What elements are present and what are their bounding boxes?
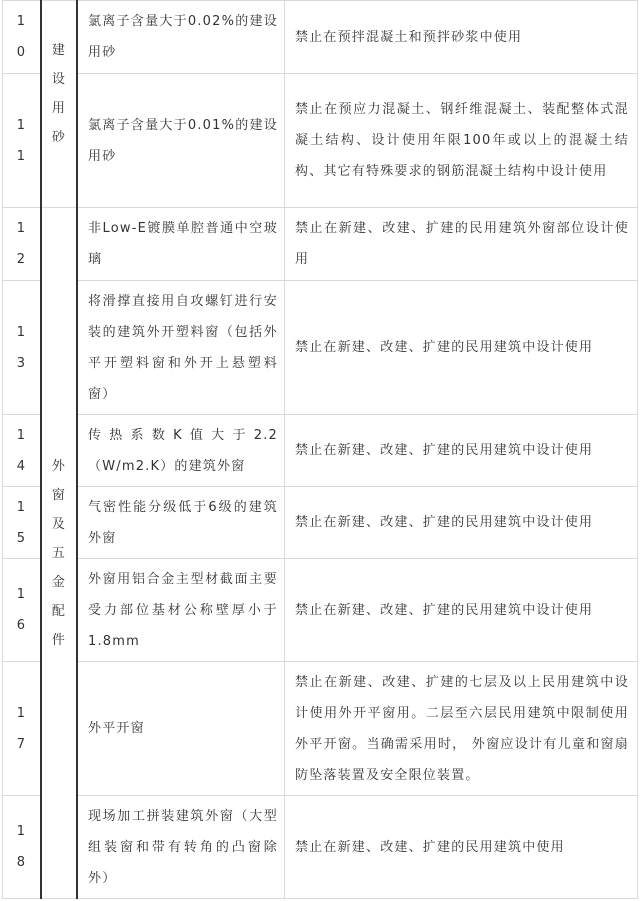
requirement: 禁止在新建、改建、扩建的民用建筑中使用 xyxy=(285,796,638,899)
item-name: 非Low-E镀膜单腔普通中空玻璃 xyxy=(77,208,285,281)
table-row xyxy=(3,415,638,487)
row-number: 1 2 xyxy=(3,208,42,281)
item-name: 氯离子含量大于0.01%的建设用砂 xyxy=(77,74,285,208)
row-number: 1 1 xyxy=(3,74,42,208)
table-row xyxy=(3,281,638,415)
item-name: 氯离子含量大于0.02%的建设用砂 xyxy=(77,1,285,74)
requirement: 禁止在预应力混凝土、钢纤维混凝土、装配整体式混凝土结构、设计使用年限100年或以上的混凝土结构、其它有特殊要求的钢筋混凝土结构中设计使用 xyxy=(285,74,638,208)
table-row xyxy=(3,1,638,74)
item-name: 外平开窗 xyxy=(77,662,285,796)
row-number: 1 7 xyxy=(3,662,42,796)
category-window-hardware: 外 窗 及 五 金 配 件 xyxy=(41,208,77,899)
row-number: 1 5 xyxy=(3,487,42,559)
requirement: 禁止在新建、改建、扩建的民用建筑中设计使用 xyxy=(285,281,638,415)
requirement: 禁止在新建、改建、扩建的民用建筑中设计使用 xyxy=(285,415,638,487)
item-name: 传热系数K值大于2.2（W/m2.K）的建筑外窗 xyxy=(77,415,285,487)
table-row xyxy=(3,796,638,899)
row-number: 1 3 xyxy=(3,281,42,415)
row-number: 1 4 xyxy=(3,415,42,487)
table-row xyxy=(3,662,638,796)
category-sand: 建 设 用 砂 xyxy=(41,1,77,208)
table-row xyxy=(3,559,638,662)
requirement: 禁止在新建、改建、扩建的民用建筑外窗部位设计使用 xyxy=(285,208,638,281)
item-name: 外窗用铝合金主型材截面主要受力部位基材公称壁厚小于1.8mm xyxy=(77,559,285,662)
item-name: 现场加工拼装建筑外窗（大型组装窗和带有转角的凸窗除外） xyxy=(77,796,285,899)
requirement: 禁止在新建、改建、扩建的民用建筑中设计使用 xyxy=(285,559,638,662)
item-name: 将滑撑直接用自攻螺钉进行安装的建筑外开塑料窗（包括外平开塑料窗和外开上悬塑料窗） xyxy=(77,281,285,415)
regulation-table xyxy=(2,0,638,899)
row-number: 1 0 xyxy=(3,1,42,74)
table-row xyxy=(3,208,638,281)
row-number: 1 8 xyxy=(3,796,42,899)
item-name: 气密性能分级低于6级的建筑外窗 xyxy=(77,487,285,559)
table-row xyxy=(3,74,638,208)
requirement: 禁止在新建、改建、扩建的民用建筑中设计使用 xyxy=(285,487,638,559)
row-number: 1 6 xyxy=(3,559,42,662)
requirement: 禁止在预拌混凝土和预拌砂浆中使用 xyxy=(285,1,638,74)
table-row xyxy=(3,487,638,559)
requirement: 禁止在新建、改建、扩建的七层及以上民用建筑中设计使用外开平窗用。二层至六层民用建筑中限制使用外平开窗。当确需采用时， 外窗应设计有儿童和窗扇防坠落装置及安全限位装置。 xyxy=(285,662,638,796)
